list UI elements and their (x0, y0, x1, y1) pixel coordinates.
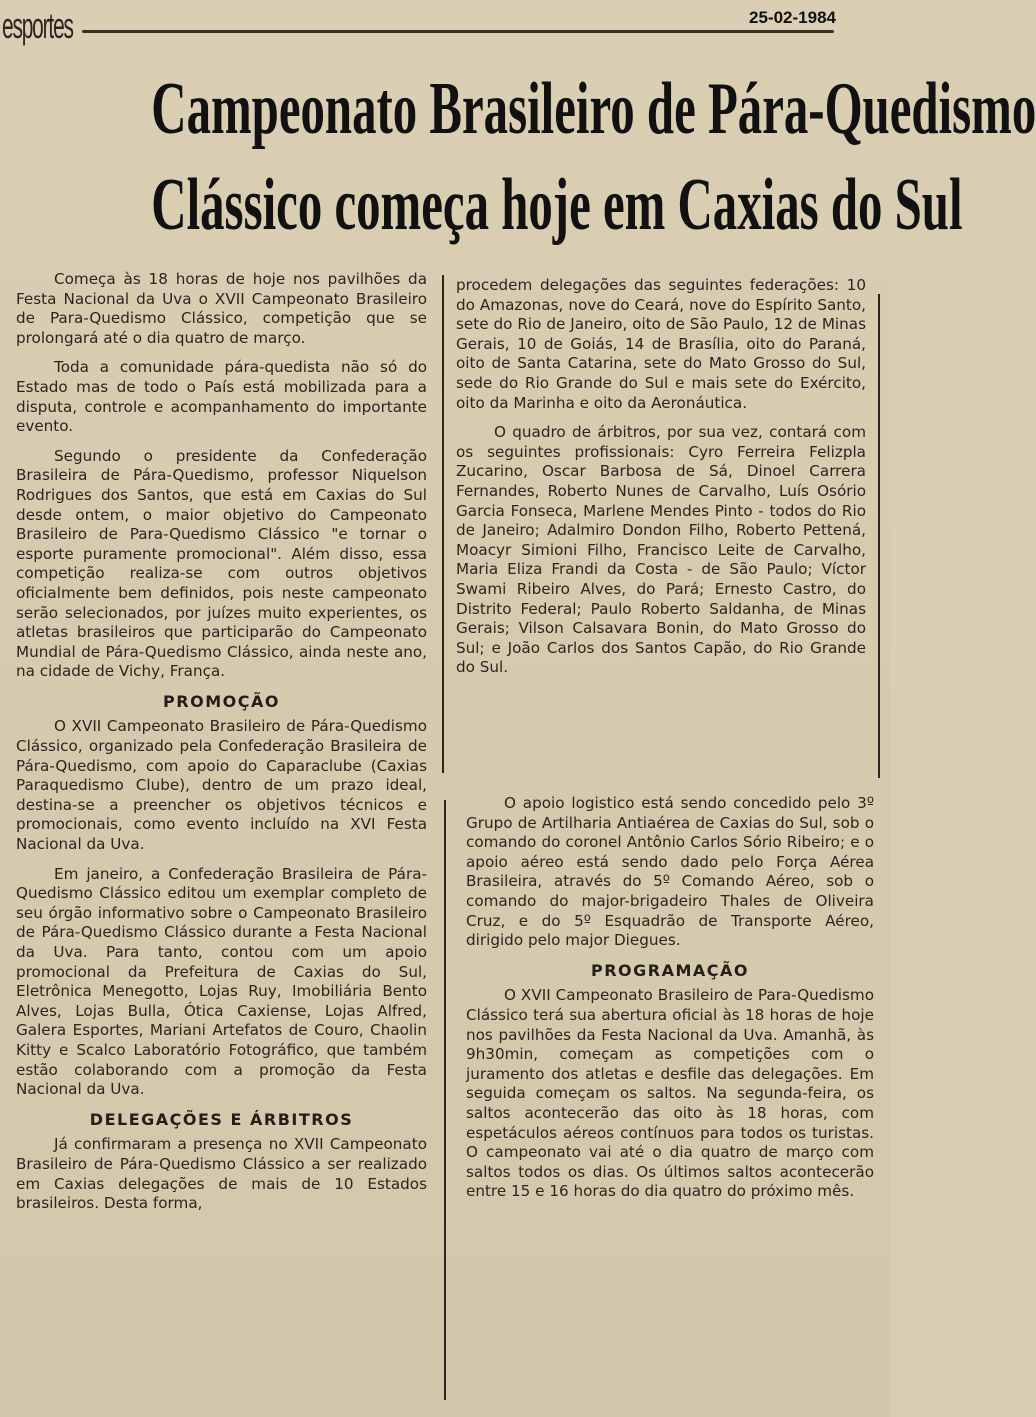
subhead-delegacoes: DELEGAÇÕES E ÁRBITROS (89, 1109, 354, 1129)
article-column-left (16, 270, 427, 1214)
subhead-programacao: PROGRAMAÇÃO (590, 960, 749, 980)
paragraph-apoio: O apoio logistico está sendo concedido pelo 3º Grupo de Artilharia Antiaérea de Caxias do Sul, sob o comando do coronel Antônio Carlos Sório Ribeiro; e o apoio aéreo está sendo dado pelo Força Aérea Brasileira, através do 5º Comando Aéreo, sob o comando do major-brigadeiro Thales de Oliveira Cruz, e do 5º Esquadrão de Transporte Aéreo, dirigido pelo major Diegues. (466, 794, 874, 950)
paragraph-arbitros: O quadro de árbitros, por sua vez, contará com os seguintes profissionais: Cyro Ferreira Felizpla Zucarino, Oscar Barbosa de Sá, Dinoel Carrera Fernandes, Roberto Nunes de Carvalho, Luís Osório Garcia Fonseca, Marlene Mendes Pinto - todos do Rio de Janeiro; Adalmiro Dondon Filho, Roberto Pettená, Moacyr Simioni Filho, Francisco Leite de Carvalho, Maria Eliza Frandi da Costa - de São Paulo; Víctor Swami Ribeiro Alves, do Pará; Ernesto Castro, do Distrito Federal; Paulo Roberto Saldanha, de Minas Gerais; Vilson Calsavara Bonin, do Mato Grosso do Sul; e João Carlos dos Santos Capão, do Rio Grande do Sul. (456, 423, 866, 677)
publication-date: 25-02-1984 (749, 8, 836, 27)
subhead-promocao: PROMOÇÃO (163, 691, 280, 711)
paragraph-programacao: O XVII Campeonato Brasileiro de Para-Quedismo Clássico terá sua abertura oficial às 18 horas de hoje nos pavilhões da Festa Nacional da Uva. Amanhã, às 9h30min, começam as competições com o juramento dos atletas e desfile das delegações. Em seguida começam os saltos. Na segunda-feira, os saltos acontecerão das oito às 18 horas, com espetáculos aéreos contínuos para todos os turistas. O campeonato vai até o dia quatro de março com saltos todos os dias. Os últimos saltos acontecerão entre 15 e 16 horas do dia quatro do próximo mês. (466, 986, 874, 1201)
paragraph-intro-2: Toda a comunidade pára-quedista não só do Estado mas de todo o País está mobilizada para a disputa, controle e acompanhamento do importante evento. (16, 358, 427, 436)
paragraph-delegacoes-1: Já confirmaram a presença no XVII Campeonato Brasileiro de Pára-Quedismo Clássico a ser realizado em Caxias delegações de mais de 10 Estados brasileiros. Desta forma, (16, 1135, 427, 1213)
paragraph-promocao-2: Em janeiro, a Confederação Brasileira de Pára-Quedismo Clássico editou um exemplar completo de seu órgão informativo sobre o Campeonato Brasileiro de Pára-Quedismo Clássico durante a Festa Nacional da Uva. Para tanto, contou com um apoio promocional da Prefeitura de Caxias do Sul, Eletrônica Menegotto, Lojas Ruy, Imobiliária Bento Alves, Lojas Bulla, Ótica Caxiense, Lojas Alfred, Galera Esportes, Mariani Artefatos de Couro, Chaolin Kitty e Scalco Laboratório Fotográfico, que também estão colaborando com a promoção da Festa Nacional da Uva. (16, 864, 427, 1099)
column-divider (878, 294, 880, 778)
section-label: esportes (2, 5, 73, 46)
header-rule (82, 30, 834, 33)
article-column-right-bottom (466, 794, 874, 1212)
paragraph-intro-1: Começa às 18 horas de hoje nos pavilhões da Festa Nacional da Uva o XVII Campeonato Brasileiro de Para-Quedismo Clássico, competição que se prolongará até o dia quatro de março. (16, 270, 427, 347)
article-column-right-top (456, 276, 866, 688)
column-divider (444, 800, 446, 1400)
headline-line-1: Campeonato Brasileiro de Pára-Quedismo (151, 68, 1036, 150)
headline-line-2: Clássico começa hoje em Caxias do Sul (151, 164, 963, 246)
paragraph-continuation: procedem delegações das seguintes federações: 10 do Amazonas, nove do Ceará, nove do Espírito Santo, sete do Rio de Janeiro, oito de São Paulo, 12 de Minas Gerais, 10 de Goiás, 14 de Brasília, oito do Paraná, oito de Santa Catarina, sete do Mato Grosso do Sul, sede do Rio Grande do Sul e mais sete do Exército, oito da Marinha e oito da Aeronáutica. (456, 276, 866, 412)
paragraph-promocao-1: O XVII Campeonato Brasileiro de Pára-Quedismo Clássico, organizado pela Confederação Brasileira de Pára-Quedismo, com apoio do Caparaclube (Caxias Paraquedismo Clube), dentro de um prazo ideal, destina-se a preencher os objetivos técnicos e promocionais, como evento incluído na XVI Festa Nacional da Uva. (16, 717, 427, 854)
column-divider (442, 275, 444, 773)
paragraph-intro-3: Segundo o presidente da Confederação Brasileira de Pára-Quedismo, professor Niquelson Rodrigues dos Santos, que está em Caxias do Sul desde ontem, o maior objetivo do Campeonato Brasileiro de Para-Quedismo Clássico "e tornar o esporte puramente promocional". Além disso, essa competição realiza-se com outros objetivos oficialmente bem definidos, pois neste campeonato serão selecionados, por juízes muito experientes, os atletas brasileiros que participarão do Campeonato Mundial de Pára-Quedismo Clássico, ainda neste ano, na cidade de Vichy, França. (16, 446, 427, 681)
